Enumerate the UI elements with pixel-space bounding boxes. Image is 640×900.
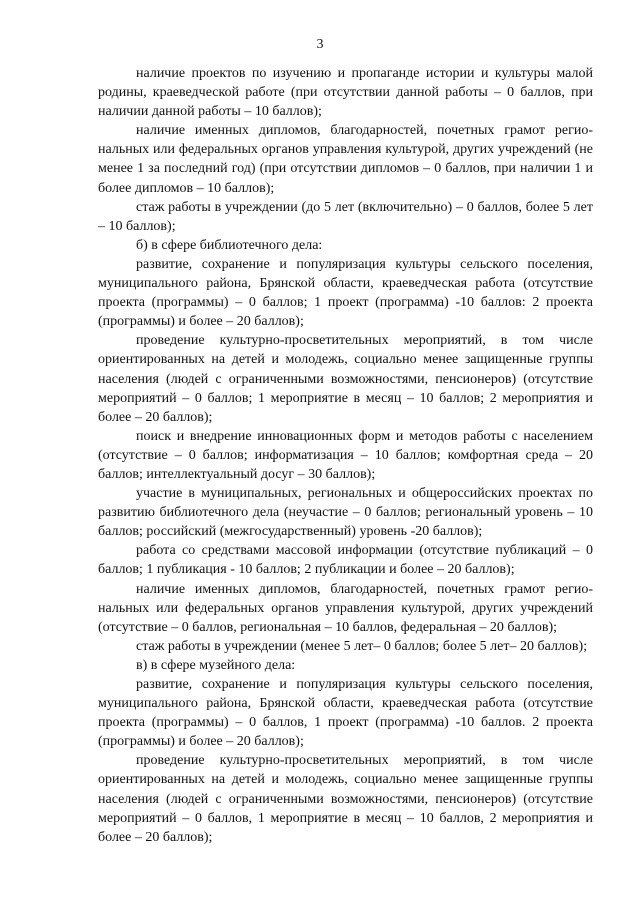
section-heading-museum: в) в сфере музейного дела: — [136, 657, 296, 673]
paragraph-local-history-projects: наличие проектов по изучению и пропаганде истории и культуры малой родины, краеведческой работе (при отсутствии данной работы – 0 баллов, при наличии данной работы – 10 баллов); — [98, 66, 593, 120]
paragraph-museum-culture-development: развитие, сохранение и популяризация культуры сельского поселения, муниципального района, Брянской области, краеведческая работа (отсутствие проекта (программы) – 0 баллов, 1 проект (программа) -10 баллов. 2 проекта (программы) и более – 20 баллов); — [98, 677, 593, 750]
paragraph-library-media: работа со средствами массовой информации (отсутствие публикаций – 0 баллов; 1 публикация - 10 баллов; 2 публикации и более – 20 баллов); — [98, 543, 593, 578]
paragraph-library-culture-development: развитие, сохранение и популяризация культуры сельского поселения, муниципального района, Брянской области, краеведческая работа (отсутствие проекта (программы) – 0 баллов; 1 проект (программа) -10 баллов: 2 проекта (программы) и более – 20 баллов); — [98, 256, 593, 330]
paragraph-diplomas-general: наличие именных дипломов, благодарностей, почетных грамот региональных или федеральных органов управления культурой, других учреждений (не менее 1 за последний год) (при отсутствии дипломов – 0 баллов, при наличии 1 и более дипломов – 10 баллов); — [98, 123, 593, 196]
paragraph-library-projects-participation: участие в муниципальных, региональных и общероссийских проектах по развитию библиотечного дела (неучастие – 0 баллов; региональный уровень – 10 баллов; российский (межгосударственный) уровень -20 баллов); — [98, 486, 593, 540]
section-heading-library: б) в сфере библиотечного дела: — [136, 237, 323, 253]
paragraph-library-cultural-events: проведение культурно-просветительных мероприятий, в том числе ориентированных на детей и молодежь, социально менее защищенные группы населения (людей с ограниченными возможностями, пенсионеров) (отсутствие мероприятий – 0 баллов; 1 мероприятие в месяц – 10 баллов; 2 мероприятия и более – 20 баллов); — [98, 333, 593, 425]
paragraph-library-work-experience: стаж работы в учреждении (менее 5 лет– 0 баллов; более 5 лет– 20 баллов); — [136, 638, 588, 654]
page-number: 3 — [316, 37, 324, 52]
paragraph-museum-cultural-events: проведение культурно-просветительных мероприятий, в том числе ориентированных на детей и молодежь, социально менее защищенные группы населения (людей с ограниченными возможностями, пенсионеров) (отсутствие мероприятий – 0 баллов, 1 мероприятие в месяц – 10 баллов, 2 мероприятия и более – 20 баллов); — [98, 753, 593, 845]
paragraph-work-experience-general: стаж работы в учреждении (до 5 лет (включительно) – 0 баллов, более 5 лет – 10 баллов); — [98, 199, 593, 234]
paragraph-library-innovation: поиск и внедрение инновационных форм и методов работы с населением (отсутствие – 0 баллов; информатизация – 10 баллов; комфортная среда – 20 баллов; интеллектуальный досуг – 30 баллов); — [98, 428, 593, 482]
document-body — [98, 64, 593, 847]
paragraph-library-diplomas: наличие именных дипломов, благодарностей, почетных грамот региональных или федеральных органов управления культурой, других учреждений (отсутствие – 0 баллов, региональная – 10 баллов, федеральная – 20 баллов); — [98, 581, 593, 635]
